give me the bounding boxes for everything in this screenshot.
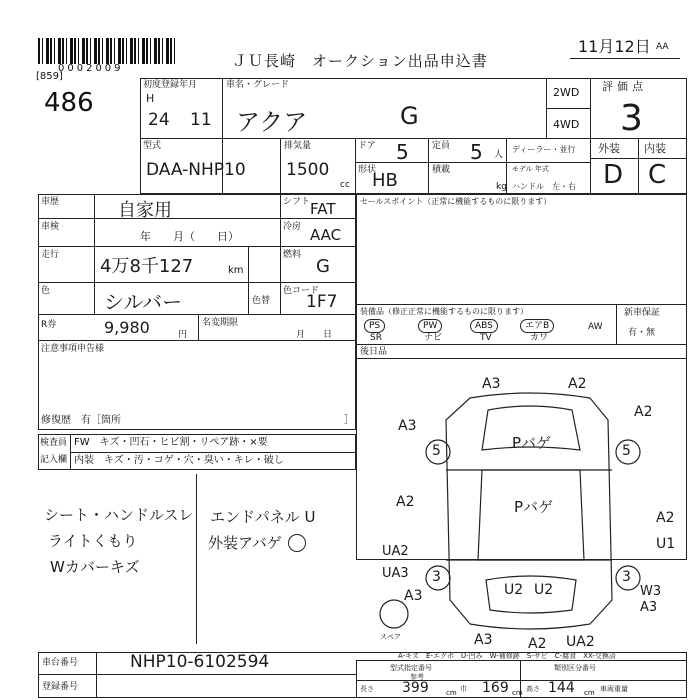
model-designation-label: 型式指定番号 bbox=[390, 664, 432, 672]
model: DAA-NHP10 bbox=[146, 160, 246, 180]
width-value: 169 bbox=[482, 680, 509, 696]
score-label: 評価点 bbox=[602, 80, 647, 93]
length-label: 長さ bbox=[360, 685, 374, 693]
equip-aw: AW bbox=[588, 322, 603, 332]
mileage: 4万8千127 bbox=[100, 256, 194, 277]
color-code-label: 色コード bbox=[283, 286, 320, 296]
notes-label: 注意事項申告様 bbox=[41, 344, 105, 354]
remarks-label: 参考 bbox=[410, 673, 424, 681]
drive-4wd: 4WD bbox=[553, 118, 580, 131]
equipment-label: 装備品（修正正常に機能するものに限ります） bbox=[360, 307, 528, 316]
kg-unit: kg bbox=[496, 182, 507, 192]
chassis-label: 車台番号 bbox=[42, 658, 79, 668]
reg-number-label: 登録番号 bbox=[42, 682, 79, 692]
history: 自家用 bbox=[118, 200, 172, 221]
diag-mark-4: A3 bbox=[398, 418, 417, 434]
mileage-label: 走行 bbox=[41, 250, 60, 260]
capacity-unit: 人 bbox=[494, 150, 504, 160]
exterior-label: 外装 bbox=[598, 142, 620, 155]
roof-note: Pバゲ bbox=[512, 434, 552, 452]
height-value: 144 bbox=[548, 680, 575, 696]
name-change-label: 名変期限 bbox=[202, 318, 239, 328]
page-title: ＪＵ長崎 オークション出品申込書 bbox=[232, 52, 488, 70]
vehicle-weight-label: 車両重量 bbox=[600, 685, 628, 693]
recycle-amount: 9,980 bbox=[104, 318, 150, 337]
inspector-row-1: FW キズ・凹石・ヒビ割・リペア跡・×要 bbox=[74, 437, 268, 448]
diag-mark-2: A2 bbox=[568, 376, 587, 392]
dealer-label: ディーラー・並行 bbox=[512, 145, 576, 154]
equip-pw: PW bbox=[418, 319, 442, 333]
diag-mark-17: U2 bbox=[534, 582, 554, 598]
chassis-number: NHP10-6102594 bbox=[130, 652, 270, 672]
diag-mark-7: U1 bbox=[656, 536, 676, 552]
interior-label: 内装 bbox=[644, 142, 666, 155]
date-suffix: AA bbox=[656, 42, 669, 52]
color-code: 1F7 bbox=[306, 292, 338, 312]
date-handwritten: 11月12日 bbox=[578, 37, 651, 56]
equip-sr: SR bbox=[370, 333, 382, 343]
shape: HB bbox=[372, 170, 398, 191]
grade: G bbox=[400, 102, 419, 130]
exterior-grade: D bbox=[603, 160, 624, 190]
height-unit: cm bbox=[584, 689, 595, 697]
equip-abs: ABS bbox=[470, 319, 498, 333]
diag-mark-9: UA3 bbox=[382, 566, 409, 581]
width-label: 巾 bbox=[460, 685, 467, 693]
cc-unit: cc bbox=[340, 180, 350, 190]
inspection-date: 年 月（ 日） bbox=[140, 230, 239, 243]
equip-tv: TV bbox=[480, 333, 492, 343]
length-unit: cm bbox=[446, 689, 457, 697]
diag-mark-14: UA2 bbox=[566, 634, 595, 650]
spare-label: スペア bbox=[380, 633, 401, 641]
note-left-2: ライトくもり bbox=[48, 532, 138, 550]
note-right-2: 外装アバゲ bbox=[208, 534, 282, 552]
new-car-warranty-value: 有・無 bbox=[628, 328, 656, 338]
shift-label: シフト bbox=[283, 197, 311, 207]
ac-label: 冷房 bbox=[283, 222, 302, 232]
handle-label: ハンドル 左・右 bbox=[512, 182, 576, 191]
diag-mark-16: U2 bbox=[504, 582, 524, 598]
color-label: 色 bbox=[41, 286, 51, 296]
diag-mark-10: W3 bbox=[640, 584, 662, 599]
class-number-label: 類別区分番号 bbox=[554, 664, 596, 672]
wheel-circle-3a: 3 bbox=[432, 569, 441, 585]
recycle-label: R券 bbox=[41, 320, 57, 330]
diag-mark-5: A2 bbox=[396, 494, 415, 510]
reg-year: 24 bbox=[148, 110, 170, 130]
equip-ps: PS bbox=[364, 319, 385, 333]
fuel-label: 燃料 bbox=[283, 250, 302, 260]
height-label: 高さ bbox=[526, 685, 540, 693]
km-unit: km bbox=[228, 265, 244, 276]
drive-2wd: 2WD bbox=[553, 86, 580, 99]
note-left-1: シート・ハンドルスレ bbox=[44, 506, 194, 524]
diag-mark-15: A3 bbox=[404, 588, 423, 604]
model-year-label: モデル 年式 bbox=[512, 165, 549, 173]
color: シルバー bbox=[104, 290, 183, 314]
new-car-warranty-label: 新車保証 bbox=[624, 308, 661, 318]
diag-mark-6: A2 bbox=[656, 510, 675, 526]
shape-label: 形状 bbox=[358, 165, 377, 175]
inspection-label: 車検 bbox=[41, 222, 60, 232]
wheel-circle-5b: 5 bbox=[622, 443, 631, 459]
diag-mark-12: A3 bbox=[474, 632, 493, 648]
yen-unit: 円 bbox=[178, 330, 188, 340]
wheel-circle-3b: 3 bbox=[622, 569, 631, 585]
car-name-label: 車名・グレード bbox=[226, 80, 290, 90]
score: 3 bbox=[620, 98, 643, 139]
model-label: 型式 bbox=[143, 141, 162, 151]
repair-label: 修復歴 有［箇所 bbox=[41, 415, 121, 426]
lot-number: 486 bbox=[44, 88, 94, 118]
displacement: 1500 bbox=[286, 160, 330, 180]
era: H bbox=[146, 92, 155, 105]
displacement-label: 排気量 bbox=[284, 141, 312, 151]
sales-point-label: セールスポイント（正常に機能するものに限ります） bbox=[360, 197, 552, 206]
note-left-3: Wカバーキズ bbox=[50, 558, 140, 576]
width-unit: cm bbox=[512, 689, 523, 697]
name-change-date: 月 日 bbox=[296, 330, 333, 340]
diag-mark-11: A3 bbox=[640, 600, 658, 615]
repair-close: ］ bbox=[344, 415, 354, 426]
ac: AAC bbox=[310, 226, 342, 244]
first-reg-label: 初度登録年月 bbox=[143, 80, 198, 90]
equip-airbag: エアB bbox=[520, 319, 554, 333]
diag-mark-1: A3 bbox=[482, 376, 501, 392]
diag-mark-3: A2 bbox=[634, 404, 653, 420]
fuel: G bbox=[316, 256, 330, 277]
diagram-legend: A-キズ E-エクボ U-凹み W-補修跡 S-サビ C-腐食 XX-交換済 bbox=[398, 652, 616, 660]
inspector-row-2: 内装 キズ・汚・コゲ・穴・臭い・キレ・破し bbox=[74, 455, 284, 466]
load-label: 積載 bbox=[432, 165, 451, 175]
door-label: ドア bbox=[358, 141, 376, 151]
capacity: 5 bbox=[470, 140, 483, 164]
history-label: 車歴 bbox=[41, 197, 60, 207]
equip-navi: ナビ bbox=[424, 333, 443, 343]
color-change-label: 色替 bbox=[252, 296, 271, 306]
lot-bracket: [859] bbox=[36, 71, 63, 82]
wheel-circle-5a: 5 bbox=[432, 443, 441, 459]
doors: 5 bbox=[396, 140, 409, 164]
diag-mark-13: A2 bbox=[528, 636, 547, 652]
diag-mark-8: UA2 bbox=[382, 544, 409, 559]
car-name: アクア bbox=[236, 108, 308, 136]
reg-month: 11 bbox=[190, 110, 212, 130]
equip-leather: カワ bbox=[530, 333, 549, 343]
note-right-1: エンドパネル U bbox=[210, 508, 316, 526]
length-value: 399 bbox=[402, 680, 429, 696]
rear-items-label: 後日品 bbox=[360, 347, 388, 357]
shift: FAT bbox=[310, 200, 336, 218]
interior-grade: C bbox=[648, 160, 667, 190]
barcode-number: 0002009 bbox=[58, 63, 124, 74]
hood-note: Pバゲ bbox=[514, 498, 554, 516]
capacity-label: 定員 bbox=[432, 141, 451, 151]
inspector-label-2: 記入欄 bbox=[40, 455, 68, 465]
inspector-label-1: 検査員 bbox=[40, 438, 68, 448]
